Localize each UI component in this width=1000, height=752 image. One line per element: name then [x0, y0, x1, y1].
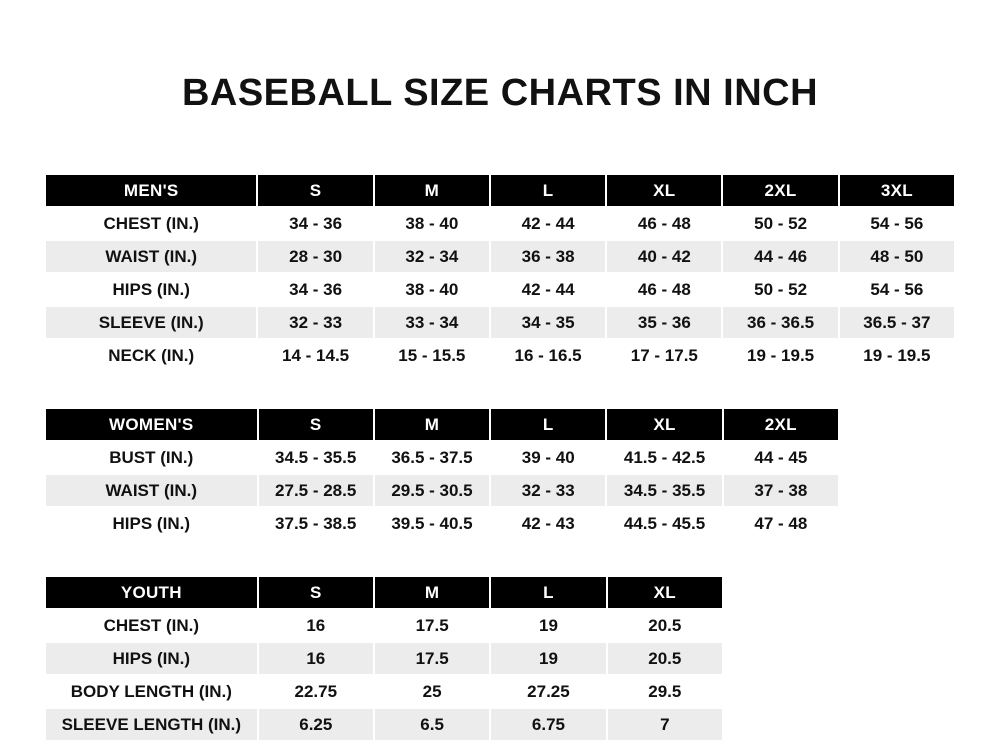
cell: 17.5	[374, 642, 490, 675]
mens-header-3xl: 3XL	[839, 174, 955, 207]
youth-header-l: L	[490, 576, 606, 609]
cell: 34 - 35	[490, 306, 606, 339]
cell: 54 - 56	[839, 273, 955, 306]
cell: 7	[607, 708, 723, 741]
cell: 34 - 36	[257, 207, 373, 240]
cell: 17 - 17.5	[606, 339, 722, 372]
cell: 44.5 - 45.5	[606, 507, 722, 540]
cell: 44 - 45	[723, 441, 839, 474]
cell: 46 - 48	[606, 273, 722, 306]
table-header-row	[45, 174, 955, 207]
mens-table-body	[45, 207, 955, 372]
youth-size-table	[44, 575, 724, 742]
cell: 25	[374, 675, 490, 708]
table-row	[45, 273, 955, 306]
cell: 33 - 34	[374, 306, 490, 339]
cell: 32 - 33	[257, 306, 373, 339]
cell: 37.5 - 38.5	[258, 507, 374, 540]
womens-table-head	[45, 408, 839, 441]
cell: 20.5	[607, 609, 723, 642]
cell: 34.5 - 35.5	[258, 441, 374, 474]
table-row	[45, 609, 723, 642]
cell: 39.5 - 40.5	[374, 507, 490, 540]
table-row	[45, 441, 839, 474]
womens-header-2xl: 2XL	[723, 408, 839, 441]
cell: 17.5	[374, 609, 490, 642]
cell: 47 - 48	[723, 507, 839, 540]
womens-size-table	[44, 407, 840, 541]
cell: 19	[490, 609, 606, 642]
cell: 36 - 38	[490, 240, 606, 273]
table-row	[45, 240, 955, 273]
cell: 6.5	[374, 708, 490, 741]
mens-header-2xl: 2XL	[722, 174, 838, 207]
table-row	[45, 675, 723, 708]
cell: 42 - 44	[490, 273, 606, 306]
youth-header-s: S	[258, 576, 374, 609]
cell: 28 - 30	[257, 240, 373, 273]
cell: 32 - 34	[374, 240, 490, 273]
cell: 29.5	[607, 675, 723, 708]
cell: 41.5 - 42.5	[606, 441, 722, 474]
cell: 16	[258, 609, 374, 642]
cell: 36 - 36.5	[722, 306, 838, 339]
row-label: SLEEVE LENGTH (IN.)	[45, 708, 258, 741]
womens-header-m: M	[374, 408, 490, 441]
cell: 39 - 40	[490, 441, 606, 474]
row-label: CHEST (IN.)	[45, 207, 257, 240]
table-row	[45, 207, 955, 240]
row-label: HIPS (IN.)	[45, 273, 257, 306]
cell: 46 - 48	[606, 207, 722, 240]
cell: 16 - 16.5	[490, 339, 606, 372]
mens-size-table	[44, 173, 956, 373]
mens-header-xl: XL	[606, 174, 722, 207]
womens-header-l: L	[490, 408, 606, 441]
youth-table-body	[45, 609, 723, 741]
cell: 6.25	[258, 708, 374, 741]
cell: 16	[258, 642, 374, 675]
mens-header-s: S	[257, 174, 373, 207]
table-header-row	[45, 576, 723, 609]
cell: 36.5 - 37	[839, 306, 955, 339]
tables-container	[0, 173, 1000, 742]
table-row	[45, 708, 723, 741]
womens-header-label: WOMEN'S	[45, 408, 258, 441]
cell: 32 - 33	[490, 474, 606, 507]
womens-header-xl: XL	[606, 408, 722, 441]
cell: 42 - 43	[490, 507, 606, 540]
row-label: NECK (IN.)	[45, 339, 257, 372]
row-label: HIPS (IN.)	[45, 642, 258, 675]
cell: 15 - 15.5	[374, 339, 490, 372]
youth-header-label: YOUTH	[45, 576, 258, 609]
cell: 14 - 14.5	[257, 339, 373, 372]
table-row	[45, 507, 839, 540]
table-row	[45, 474, 839, 507]
cell: 27.5 - 28.5	[258, 474, 374, 507]
cell: 38 - 40	[374, 207, 490, 240]
row-label: BODY LENGTH (IN.)	[45, 675, 258, 708]
cell: 19 - 19.5	[839, 339, 955, 372]
cell: 44 - 46	[722, 240, 838, 273]
row-label: BUST (IN.)	[45, 441, 258, 474]
table-row	[45, 642, 723, 675]
cell: 50 - 52	[722, 207, 838, 240]
cell: 48 - 50	[839, 240, 955, 273]
row-label: WAIST (IN.)	[45, 240, 257, 273]
cell: 38 - 40	[374, 273, 490, 306]
cell: 36.5 - 37.5	[374, 441, 490, 474]
cell: 19	[490, 642, 606, 675]
cell: 27.25	[490, 675, 606, 708]
row-label: WAIST (IN.)	[45, 474, 258, 507]
cell: 40 - 42	[606, 240, 722, 273]
cell: 37 - 38	[723, 474, 839, 507]
table-header-row	[45, 408, 839, 441]
table-row	[45, 339, 955, 372]
cell: 19 - 19.5	[722, 339, 838, 372]
cell: 20.5	[607, 642, 723, 675]
cell: 54 - 56	[839, 207, 955, 240]
mens-header-label: MEN'S	[45, 174, 257, 207]
cell: 29.5 - 30.5	[374, 474, 490, 507]
youth-table-head	[45, 576, 723, 609]
mens-header-m: M	[374, 174, 490, 207]
row-label: SLEEVE (IN.)	[45, 306, 257, 339]
cell: 6.75	[490, 708, 606, 741]
row-label: HIPS (IN.)	[45, 507, 258, 540]
womens-table-body	[45, 441, 839, 540]
page-title: BASEBALL SIZE CHARTS IN INCH	[181, 72, 819, 114]
table-row	[45, 306, 955, 339]
cell: 34 - 36	[257, 273, 373, 306]
mens-table-head	[45, 174, 955, 207]
cell: 42 - 44	[490, 207, 606, 240]
cell: 50 - 52	[722, 273, 838, 306]
cell: 34.5 - 35.5	[606, 474, 722, 507]
youth-header-xl: XL	[607, 576, 723, 609]
cell: 22.75	[258, 675, 374, 708]
womens-header-s: S	[258, 408, 374, 441]
youth-header-m: M	[374, 576, 490, 609]
row-label: CHEST (IN.)	[45, 609, 258, 642]
cell: 35 - 36	[606, 306, 722, 339]
mens-header-l: L	[490, 174, 606, 207]
